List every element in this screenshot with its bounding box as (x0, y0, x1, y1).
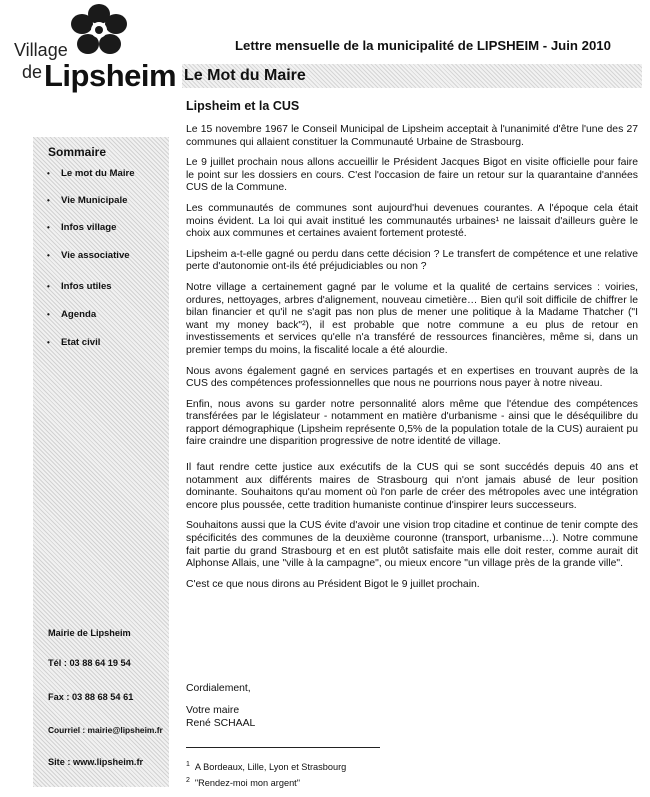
toc-item-vie-municipale[interactable] (47, 195, 127, 206)
contact-email[interactable]: Courriel : mairie@lipsheim.fr (48, 725, 163, 735)
article-title: Lipsheim et la CUS (186, 99, 300, 113)
toc-item-label: Infos utiles (61, 281, 112, 292)
contact-name: Mairie de Lipsheim (48, 628, 131, 638)
contact-phone: Tél : 03 88 64 19 54 (48, 658, 131, 668)
sidebar (33, 137, 169, 787)
toc-item-infos-utiles[interactable] (47, 281, 112, 292)
paragraph: Le 9 juillet prochain nous allons accueillir le Président Jacques Bigot en visite officielle pour faire le point sur les dossiers en cours. C'est l'occasion de faire un retour sur la quarantaine d'années CUS de la Commune. (186, 157, 638, 194)
toc-item-label: Infos village (61, 222, 117, 233)
paragraph: Souhaitons aussi que la CUS évite d'avoir une vision trop citadine et continue de tenir compte des spécificités des communes de la deuxième couronne (transport, urbanisme…). Notre commune fait partie du grand Strasbourg et en est plutôt satisfaite mais elle doit rester, comme aurait dit Alphonse Allais, une "ville à la campagne", ou mieux encore "un village près de la grande ville". (186, 520, 638, 570)
section-banner (182, 64, 642, 88)
salutation: Cordialement, (186, 683, 251, 694)
bullet-icon: • (47, 338, 50, 347)
logo-word-de: de (22, 62, 43, 82)
village-logo (8, 2, 177, 97)
paragraph: Les communautés de communes sont aujourd'hui devenues courantes. A l'époque cela était moins évident. La loi qui avait institué les communautés urbaines¹ ne laissait d'ailleurs guère le choix aux communes et certaines avaient fortement protesté. (186, 202, 638, 240)
bullet-icon: • (47, 282, 50, 291)
paragraph: Lipsheim a-t-elle gagné ou perdu dans cette décision ? Le transfert de compétence et une relative perte d'autonomie ont-ils été préjudiciables ou non ? (186, 248, 638, 273)
paragraph: Il faut rendre cette justice aux exécutifs de la CUS qui se sont succédés depuis 40 ans et notamment aux différents maires de Strasbourg qui n'ont jamais abusé de leur position dominante. Souhaitons qu'au moment où l'on parle de créer des métropoles avec une intégration encore plus poussée, cette tradition humaniste continue d'inspirer leurs successeurs. (186, 462, 638, 511)
toc-item-infos-village[interactable] (47, 222, 116, 233)
toc-item-label: Le mot du Maire (61, 168, 135, 179)
contact-fax: Fax : 03 88 68 54 61 (48, 692, 134, 702)
toc-item-etat-civil[interactable] (47, 337, 100, 348)
section-title: Le Mot du Maire (184, 67, 306, 84)
paragraph: Le 15 novembre 1967 le Conseil Municipal de Lipsheim acceptait à l'unanimité d'être l'une des 27 communes qui allaient constituer la Communauté Urbaine de Strasbourg. (186, 124, 638, 148)
bullet-icon: • (47, 169, 50, 178)
signature-role: Votre maire (186, 705, 240, 716)
toc-item-agenda[interactable] (47, 309, 96, 320)
bullet-icon: • (47, 196, 50, 205)
footnote-1 (186, 761, 346, 772)
article-body (186, 124, 638, 599)
paragraph: C'est ce que nous dirons au Président Bigot le 9 juillet prochain. (186, 578, 480, 590)
toc-item-vie-associative[interactable] (47, 250, 130, 261)
logo-word-village: Village (14, 40, 68, 60)
paragraph: Nous avons également gagné en services partagés et en expertises en trouvant auprès de la CUS des compétences professionnelles que nous ne pourrions nous payer à notre niveau. (186, 365, 638, 390)
bullet-icon: • (47, 251, 50, 260)
toc-item-label: Etat civil (61, 337, 101, 348)
paragraph: Enfin, nous avons su garder notre personnalité alors même que l'étendue des compétences transférées par le législateur - notamment en matière d'urbanisme - ainsi que le déséquilibre du rapport démographique (Lipsheim représente 0,5% de la population totale de la CUS) auraient pu faire craindre une disparition progressive de notre identité de village. (186, 398, 638, 448)
signature-name: René SCHAAL (186, 718, 256, 729)
logo-word-lipsheim: Lipsheim (44, 58, 177, 93)
bullet-icon: • (47, 223, 50, 232)
contact-website[interactable]: Site : www.lipsheim.fr (48, 757, 144, 767)
bullet-icon: • (47, 310, 50, 319)
newsletter-title: Lettre mensuelle de la municipalité de LIPSHEIM - Juin 2010 (235, 38, 611, 53)
footnote-2 (186, 777, 300, 788)
footnote-mark: 1 (186, 761, 190, 768)
toc-item-label: Vie associative (61, 250, 130, 261)
flower-logo-icon (64, 2, 134, 58)
toc-item-label: Vie Municipale (61, 195, 128, 206)
footnote-mark: 2 (186, 777, 190, 784)
toc-item-label: Agenda (61, 309, 97, 320)
footnote-text: "Rendez-moi mon argent" (194, 778, 300, 789)
footnote-text: A Bordeaux, Lille, Lyon et Strasbourg (194, 762, 347, 773)
footnote-divider (186, 747, 380, 748)
toc-item-mot-du-maire[interactable] (47, 168, 135, 179)
paragraph: Notre village a certainement gagné par le volume et la qualité de certains services : voiries, ordures, nettoyages, arbres d'alignement, nouveau cimetière… Bien qu'il soit difficile de chiffrer le bilan financier et qu'il ne s'agit pas non plus de mener une politique à la Madame Thatcher ("I want my money back"²), il est probable que notre commune a eu plus de retour en investissements et services qu'elle n'a transféré de ressources financières, même si, dans un premier temps du moins, la fiscalité locale a été alourdie. (186, 281, 638, 356)
sidebar-heading: Sommaire (48, 145, 107, 159)
